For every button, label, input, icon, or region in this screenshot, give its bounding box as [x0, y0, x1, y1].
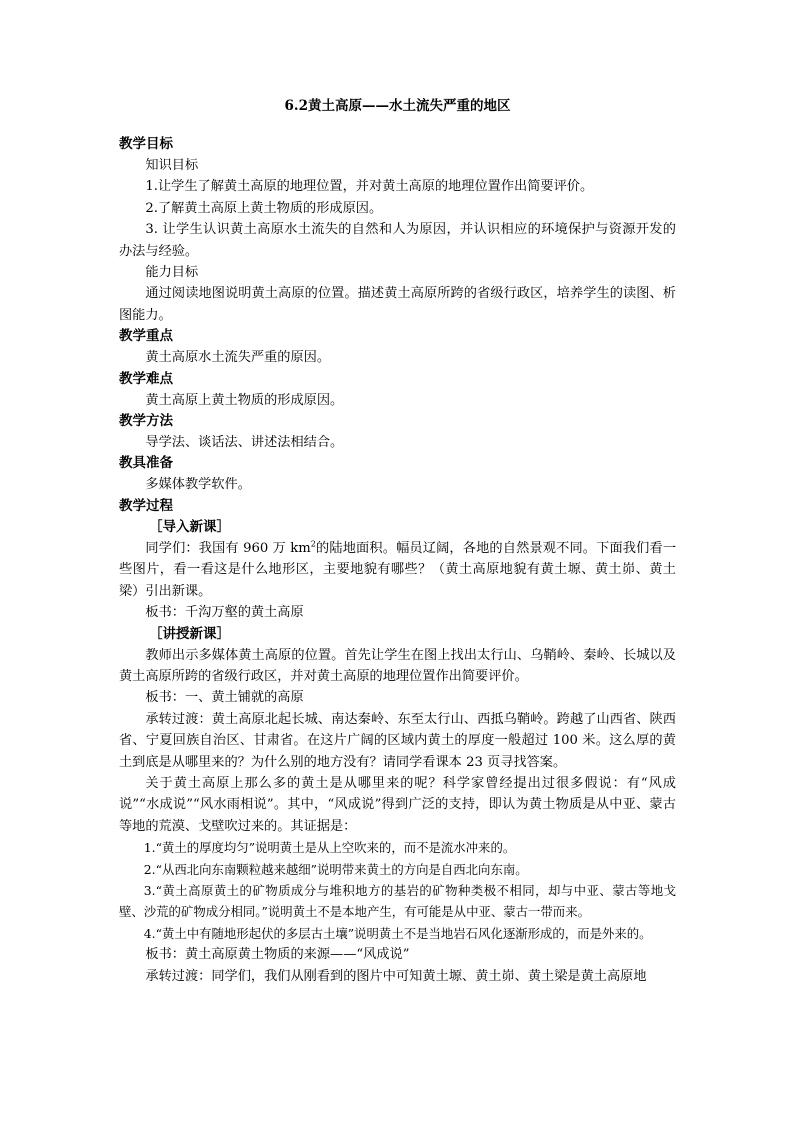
- heading-difficulties: 教学难点: [119, 370, 173, 387]
- theory-paragraph: 关于黄土高原上那么多的黄土是从哪里来的呢？科学家曾经提出过很多假说：有“风成说”“水成说”“风水雨相说”。其中，“风成说”得到广泛的支持，即认为黄土物质是从中亚、蒙古等地的荒漠、戈壁吹过来的。其证据是：: [119, 775, 676, 834]
- intro-text-a: 同学们：我国有 960 万 km: [145, 540, 311, 556]
- intro-paragraph: [119, 538, 676, 602]
- heading-tools: 教具准备: [119, 455, 173, 472]
- transition-paragraph-2: 承转过渡：同学们，我们从刚看到的图片中可知黄土塬、黄土峁、黄土梁是黄土高原地: [145, 968, 647, 984]
- intro-label: ［导入新课］: [149, 518, 230, 535]
- knowledge-goal-1: 1.让学生了解黄土高原的地理位置，并对黄土高原的地理位置作出简要评价。: [145, 179, 594, 195]
- lecture-label: ［讲授新课］: [149, 625, 230, 642]
- evidence-2: 2.“从西北向东南颗粒越来越细”说明带来黄土的方向是自西北向东南。: [143, 861, 528, 877]
- lecture-paragraph: 教师出示多媒体黄土高原的位置。首先让学生在图上找出太行山、乌鞘岭、秦岭、长城以及黄土高原所跨的省级行政区，并对黄土高原的地理位置作出简要评价。: [119, 647, 676, 684]
- evidence-3: 3.“黄土高原黄土的矿物质成分与堆积地方的基岩的矿物种类极不相同，却与中亚、蒙古等地戈壁、沙荒的矿物成分相同。”说明黄土不是本地产生，有可能是从中亚、蒙古一带而来。: [119, 882, 676, 920]
- difficulties-text: 黄土高原上黄土物质的形成原因。: [145, 392, 344, 408]
- knowledge-goals-label: 知识目标: [145, 158, 199, 173]
- ability-goals-text: 通过阅读地图说明黄土高原的位置。描述黄土高原所跨的省级行政区，培养学生的读图、析图能力。: [119, 286, 676, 323]
- tools-text: 多媒体教学软件。: [145, 477, 251, 493]
- board-note-3: 板书：黄土高原黄土物质的来源——“风成说”: [145, 947, 410, 963]
- intro-superscript: 2: [310, 539, 316, 549]
- heading-key-points: 教学重点: [119, 328, 173, 345]
- document-title: 6.2黄土高原——水土流失严重的地区: [284, 98, 511, 114]
- transition-paragraph-1: 承转过渡：黄土高原北起长城、南达秦岭、东至太行山、西抵乌鞘岭。跨越了山西省、陕西省、宁夏回族自治区、甘肃省。在这片广阔的区域内黄土的厚度一般超过 100 米。这么厚的黄土到底是从哪里来的？为什么别的地方没有？请同学看课本 23 页寻找答案。: [119, 711, 676, 770]
- board-note-1: 板书：千沟万壑的黄土高原: [145, 605, 304, 621]
- knowledge-goal-3: 3. 让学生认识黄土高原水土流失的自然和人为原因，并认识相应的环境保护与资源开发的办法与经验。: [119, 222, 676, 259]
- knowledge-goal-2: 2.了解黄土高原上黄土物质的形成原因。: [145, 200, 383, 216]
- methods-text: 导学法、谈话法、讲述法相结合。: [145, 435, 344, 451]
- document-page: [119, 96, 676, 987]
- heading-methods: 教学方法: [119, 413, 173, 430]
- heading-teaching-goals: 教学目标: [119, 136, 173, 152]
- board-note-2: 板书：一、黄土铺就的高原: [145, 690, 304, 706]
- heading-process: 教学过程: [119, 497, 173, 514]
- evidence-4: 4.“黄土中有随地形起伏的多层古土壤”说明黄土不是当地岩石风化逐渐形成的，而是外来的。: [143, 925, 652, 941]
- ability-goals-label: 能力目标: [145, 265, 199, 281]
- intro-text-b: 的陆地面积。幅员辽阔，各地的自然景观不同。下面我们看一些图片，看一看这是什么地形区，主要地貌有哪些？（黄土高原地貌有黄土塬、黄土峁、黄土梁）引出新课。: [119, 540, 677, 599]
- evidence-1: 1.“黄土的厚度均匀”说明黄土是从上空吹来的，而不是流水冲来的。: [143, 840, 516, 856]
- key-points-text: 黄土高原水土流失严重的原因。: [145, 350, 331, 366]
